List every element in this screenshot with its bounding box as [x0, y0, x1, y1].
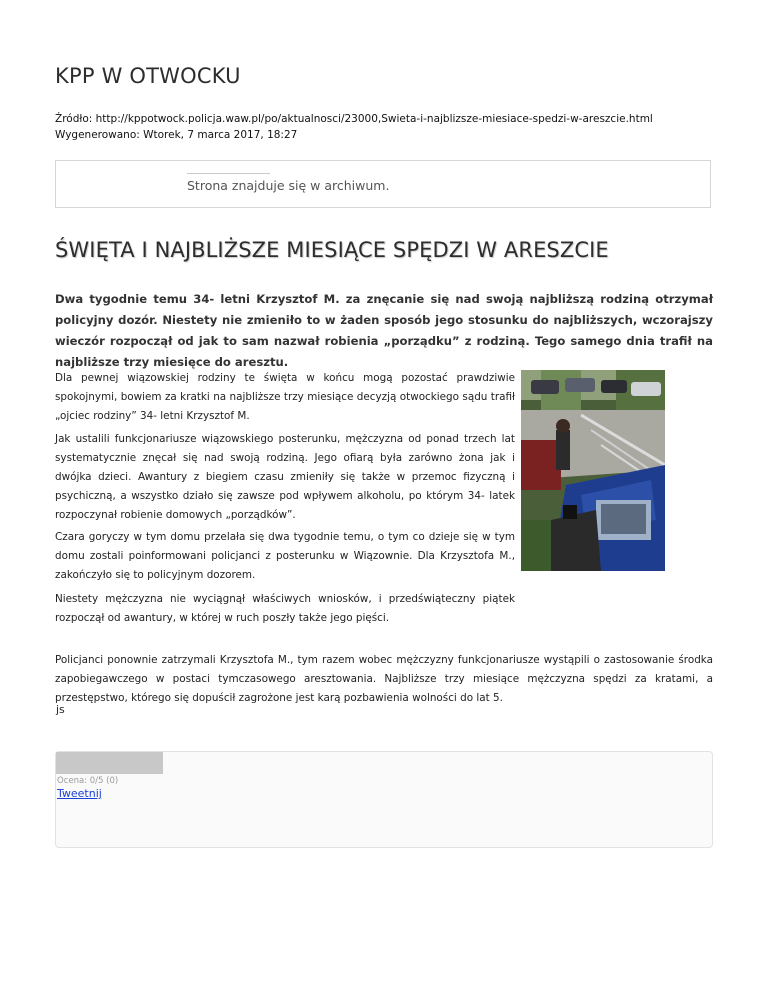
print-meta	[55, 111, 653, 143]
rating-box	[55, 751, 713, 848]
article-paragraph-3: Czara goryczy w tym domu przelała się dwa tygodnie temu, o tym co dzieje się w tym domu zostali poinformowani policjanci z posterunku w Wiązownie. Dla Krzysztofa M., zakończyło się to policyjnym dozorem.	[55, 531, 515, 581]
article-paragraph-5: Policjanci ponownie zatrzymali Krzysztofa M., tym razem wobec mężczyzny funkcjonariusze wystąpili o zastosowanie środka zapobiegawczego w postaci tymczasowego aresztowania. Najbliższe trzy miesiące mężczyzna spędzi za kratami, a przestępstwo, którego się dopuścił zagrożone jest karą pozbawienia wolności do lat 5.	[55, 654, 713, 704]
generated-line: Wygenerowano: Wtorek, 7 marca 2017, 18:27	[55, 129, 298, 141]
article-paragraph-2: Jak ustalili funkcjonariusze wiązowskiego posterunku, mężczyzna od ponad trzech lat systematycznie znęcał się nad swoją rodziną. Jego ofiarą była zarówno żona jak i dwójka dzieci. Awantury z biegiem czasu zmieniły się także w przemoc fizyczną i psychiczną, a wszystko działo się zawsze pod wpływem alkoholu, po którym 34- latek rozpoczynał robienie domowych „porządków”.	[55, 433, 515, 521]
archive-notice-text: Strona znajduje się w archiwum.	[187, 178, 390, 193]
article-paragraph-4: Niestety mężczyzna nie wyciągnął właściwych wniosków, i przedświąteczny piątek rozpoczął od awantury, w której w ruch poszły także jego pięści.	[55, 593, 515, 624]
article-author: js	[56, 703, 65, 716]
archive-notice-box	[55, 160, 711, 208]
article-photo-image	[521, 370, 665, 571]
site-title: KPP W OTWOCKU	[55, 64, 241, 88]
tweet-link[interactable]: Tweetnij	[57, 787, 102, 800]
article-headline: ŚWIĘTA I NAJBLIŻSZE MIESIĄCE SPĘDZI W ARESZCIE	[55, 238, 609, 262]
rating-text: Ocena: 0/5 (0)	[57, 776, 119, 786]
article-photo	[521, 370, 665, 571]
rating-stars[interactable]	[56, 752, 163, 774]
article-paragraph-1: Dla pewnej wiązowskiej rodziny te święta w końcu mogą pozostać prawdziwie spokojnymi, bowiem za kratki na najbliższe trzy miesiące decyzją otwockiego sądu trafił „ojciec rodziny” 34- letni Krzysztof M.	[55, 372, 515, 422]
article-lead: Dwa tygodnie temu 34- letni Krzysztof M. za znęcanie się nad swoją najbliższą rodziną otrzymał policyjny dozór. Niestety nie zmieniło to w żaden sposób jego stosunku do najbliższych, wczorajszy wieczór rozpoczął od jak to sam nazwał robienia „porządku” z rodziną. Tego samego dnia trafił na najbliższe trzy miesięce do aresztu.	[55, 292, 713, 369]
source-line: Źródło: http://kppotwock.policja.waw.pl/po/aktualnosci/23000,Swieta-i-najblizsze-miesiace-spedzi-w-areszcie.html	[55, 113, 653, 125]
archive-divider	[187, 173, 270, 174]
